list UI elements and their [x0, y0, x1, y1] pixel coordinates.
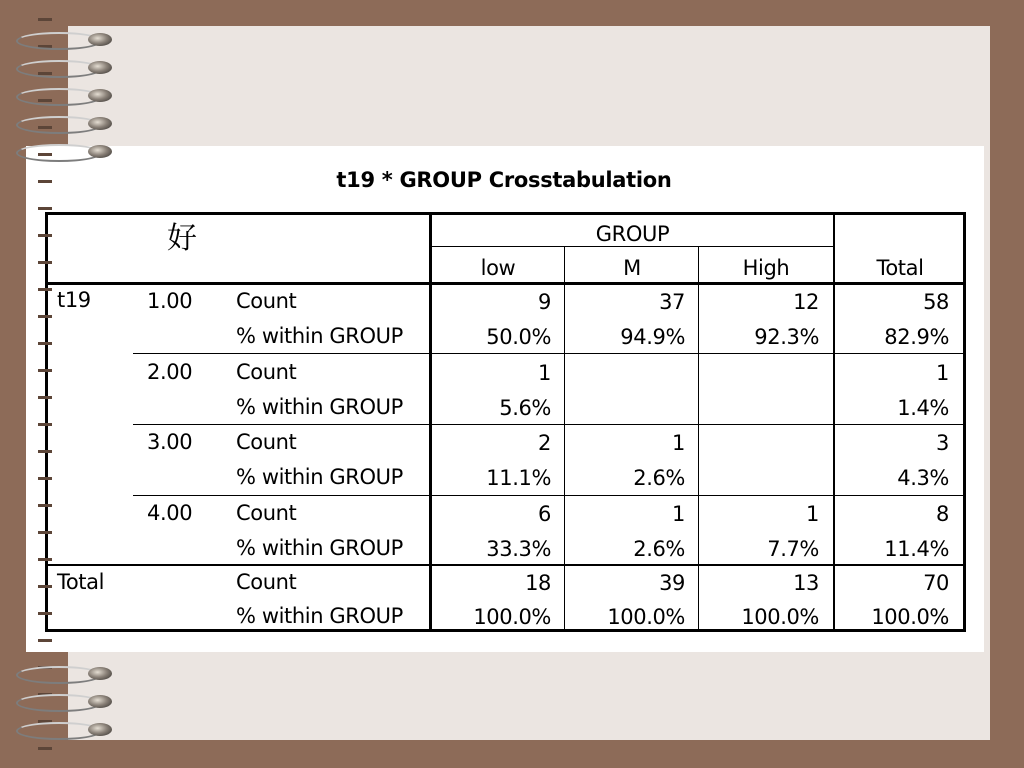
binding-stitch	[38, 612, 52, 615]
spiral-ring	[16, 140, 112, 164]
binding-stitch	[38, 261, 52, 264]
cell-count: 1	[538, 360, 551, 385]
cell-count: 1	[806, 501, 819, 526]
total-row-label: Total	[57, 570, 105, 594]
total-pct: 100.0%	[741, 605, 819, 629]
row-group-separator	[133, 424, 965, 425]
pct-label: % within GROUP	[236, 604, 403, 628]
binding-stitch	[38, 477, 52, 480]
spiral-ring	[16, 112, 112, 136]
cell-pct: 50.0%	[486, 325, 551, 349]
cell-pct: 92.3%	[754, 325, 819, 349]
spiral-ring	[16, 718, 112, 742]
binding-stitch	[38, 342, 52, 345]
count-label: Count	[236, 289, 297, 313]
pct-label: % within GROUP	[236, 535, 403, 560]
cell-pct: 5.6%	[499, 395, 551, 420]
cell-count: 1	[672, 431, 685, 455]
pct-label: % within GROUP	[236, 465, 403, 489]
binding-stitch	[38, 585, 52, 588]
header-separator	[45, 282, 965, 285]
cell-pct: 2.6%	[633, 536, 685, 561]
binding-stitch	[38, 558, 52, 561]
row-variable: t19	[57, 288, 91, 312]
binding-stitch	[38, 315, 52, 318]
column-header-low: low	[480, 256, 516, 280]
corner-label: 好	[167, 221, 197, 256]
cell-pct: 82.9%	[884, 325, 949, 349]
cell-pct: 11.4%	[884, 536, 949, 561]
total-pct: 100.0%	[607, 605, 685, 629]
binding-stitch	[38, 288, 52, 291]
count-label: Count	[236, 570, 297, 594]
total-count: 13	[793, 571, 819, 595]
binding-stitch	[38, 450, 52, 453]
cell-count: 6	[538, 501, 551, 526]
cell-pct: 1.4%	[897, 395, 949, 420]
binding-stitch	[38, 207, 52, 210]
cell-count: 3	[936, 431, 949, 455]
cell-count: 1	[936, 360, 949, 385]
cell-count: 8	[936, 501, 949, 526]
spiral-ring	[16, 690, 112, 714]
binding-stitch	[38, 234, 52, 237]
table-border-bottom	[45, 629, 965, 632]
binding-stitch	[38, 747, 52, 750]
count-label: Count	[236, 359, 297, 384]
table-title: t19 * GROUP Crosstabulation	[336, 168, 672, 192]
cell-count: 12	[793, 290, 819, 314]
binding-stitch	[38, 423, 52, 426]
level-label: 3.00	[147, 430, 193, 454]
spiral-ring	[16, 84, 112, 108]
cell-pct: 7.7%	[767, 536, 819, 561]
level-label: 1.00	[147, 289, 193, 313]
binding-stitch	[38, 18, 52, 21]
spiral-ring	[16, 662, 112, 686]
binding-stitch	[38, 504, 52, 507]
binding-stitch	[38, 396, 52, 399]
cell-pct: 2.6%	[633, 466, 685, 490]
table-border-top	[45, 212, 965, 215]
total-pct: 100.0%	[871, 605, 949, 629]
cell-count: 58	[923, 290, 949, 314]
spiral-ring	[16, 28, 112, 52]
level-label: 2.00	[147, 359, 193, 384]
count-label: Count	[236, 430, 297, 454]
binding-stitch	[38, 531, 52, 534]
row-group-separator	[133, 353, 965, 354]
total-count: 70	[923, 571, 949, 595]
total-count: 39	[659, 571, 685, 595]
cell-pct: 4.3%	[897, 466, 949, 490]
column-header-high: High	[742, 256, 790, 280]
binding-stitch	[38, 369, 52, 372]
level-label: 4.00	[147, 500, 193, 525]
row-group-separator	[133, 495, 965, 496]
cell-pct: 94.9%	[620, 325, 685, 349]
cell-pct: 11.1%	[486, 466, 551, 490]
column-header-m: M	[623, 256, 641, 280]
total-header: Total	[876, 256, 924, 280]
cell-count: 37	[659, 290, 685, 314]
cell-pct: 33.3%	[486, 536, 551, 561]
group-header-underline	[431, 246, 834, 247]
pct-label: % within GROUP	[236, 394, 403, 419]
binding-stitch	[38, 639, 52, 642]
spiral-ring	[16, 56, 112, 80]
pct-label: % within GROUP	[236, 324, 403, 348]
total-row-separator	[45, 564, 965, 566]
group-header: GROUP	[595, 222, 670, 246]
crosstab-table	[45, 212, 965, 631]
binding-stitch	[38, 180, 52, 183]
table-border-left	[45, 212, 48, 632]
cell-count: 9	[538, 290, 551, 314]
cell-count: 1	[672, 501, 685, 526]
cell-count: 2	[538, 431, 551, 455]
count-label: Count	[236, 500, 297, 525]
total-pct: 100.0%	[473, 605, 551, 629]
total-count: 18	[525, 571, 551, 595]
